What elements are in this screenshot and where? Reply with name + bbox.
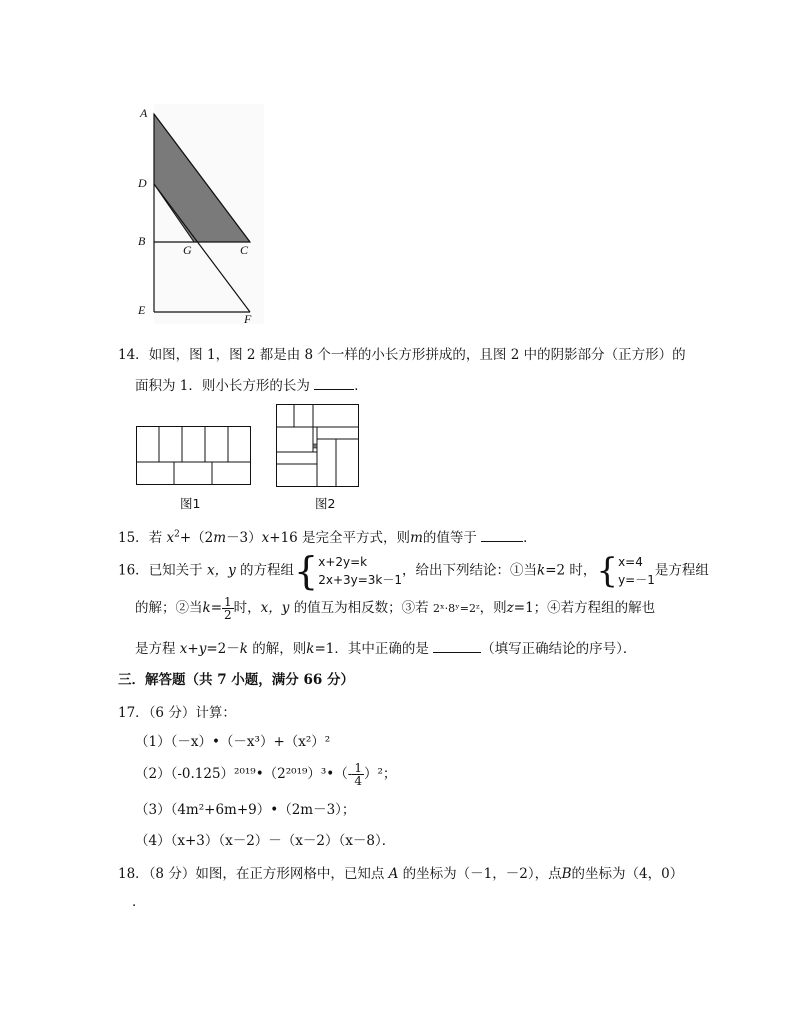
answer-blank[interactable] [481, 529, 523, 542]
text: 若 [148, 530, 163, 546]
text: 是方程 [135, 641, 176, 657]
equation-system [318, 553, 402, 589]
label-F: F [244, 312, 252, 326]
question-17 [118, 701, 236, 721]
denominator: 4 [354, 774, 362, 788]
label-G: G [183, 243, 192, 257]
answer-blank[interactable] [314, 377, 354, 390]
question-text: （6 分）计算： [148, 705, 236, 721]
question-16-line2 [135, 596, 655, 621]
numerator: 1 [354, 761, 362, 775]
var: m [410, 530, 423, 546]
question-16-line3 [135, 637, 636, 657]
point-label: A [388, 866, 399, 882]
var: z [506, 600, 514, 616]
var: k [537, 562, 546, 579]
figure-2-rectangles [276, 404, 360, 488]
answer-blank[interactable] [433, 640, 481, 653]
text: 的方程组 [240, 562, 295, 579]
text: －3） [226, 530, 262, 546]
text: =2 时， [545, 562, 597, 579]
text: = [210, 600, 222, 616]
q17-item-3: （3）（4m²+6m+9）•（2m－3）； [135, 802, 356, 818]
label-E: E [138, 303, 146, 317]
question-number: 17． [118, 705, 149, 721]
question-text: 面积为 1．则小长方形的长为 [135, 378, 310, 394]
question-text: 的坐标为（4，0） [571, 866, 684, 882]
text: 是方程组 [654, 562, 709, 579]
question-number: 15． [118, 530, 149, 546]
question-number: 14． [118, 347, 149, 363]
equation-2: 2x+3y=3k－1 [318, 573, 403, 587]
var: k [202, 600, 211, 616]
q17-item-1: （1）（－x）•（－x³）+（x²）² [135, 734, 331, 750]
left-brace: { [294, 549, 319, 593]
punct: ． [354, 378, 368, 394]
text: 的值等于 [422, 530, 477, 546]
text: ，则 [479, 600, 507, 616]
solution-y: y=－1 [618, 573, 655, 587]
figure-1-rectangles [136, 426, 252, 486]
text: 时， [233, 600, 261, 616]
section-heading: 三．解答题（共 7 小题，满分 66 分） [118, 672, 354, 688]
power-expression: 2ˣ·8ʸ=2ᶻ [432, 602, 480, 615]
punct: ． [523, 530, 537, 546]
text: ，给出下列结论：①当 [402, 562, 538, 579]
text: 已知关于 [148, 562, 203, 579]
solution-x: x=4 [618, 555, 643, 569]
question-18 [118, 862, 683, 882]
var: x+y [179, 641, 207, 657]
var: x，y [260, 600, 290, 616]
var: x，y [206, 562, 236, 579]
fraction-one-half [222, 596, 234, 621]
label-A: A [140, 106, 148, 120]
question-text: 如图，图 1，图 2 都是由 8 个一样的小长方形拼成的，且图 2 中的阴影部分（正方形）的 [148, 347, 686, 363]
text: （填写正确结论的序号）． [481, 641, 637, 657]
label-C: C [240, 243, 249, 257]
text: =1；④若方程组的解也 [513, 600, 656, 616]
question-text: （8 分）如图，在正方形网格中，已知点 [148, 866, 385, 882]
exponent: 2 [174, 529, 180, 540]
text: 的解；②当 [135, 600, 203, 616]
question-14-line1 [118, 343, 686, 363]
point-label: B [561, 866, 572, 882]
numerator: 1 [224, 595, 232, 609]
item-text: ）²； [363, 766, 397, 782]
equation-1: x+2y=k [318, 555, 368, 569]
denominator: 2 [224, 608, 232, 622]
q17-item-2 [135, 762, 396, 787]
var: x [166, 530, 175, 546]
label-D: D [138, 176, 147, 190]
item-text: （2）（-0.125）²⁰¹⁹•（2²⁰¹⁹）³•（- [135, 766, 353, 782]
figure-1-caption: 图1 [180, 496, 201, 511]
text: =2－ [206, 641, 240, 657]
figure-2-caption: 图2 [315, 496, 336, 511]
text: +（2 [179, 530, 214, 546]
question-18-continuation: ． [132, 894, 146, 910]
text: =1．其中正确的是 [314, 641, 429, 657]
question-14-line2 [135, 374, 368, 394]
text: +16 是完全平方式，则 [269, 530, 411, 546]
text: 的解，则 [252, 641, 307, 657]
question-15 [118, 526, 537, 546]
geometry-figure-13 [130, 100, 270, 330]
var: k [306, 641, 315, 657]
q17-item-4: （4）（x+3）（x－2）－（x－2）（x－8）． [135, 833, 396, 849]
var: k [239, 641, 248, 657]
fraction-one-quarter [352, 762, 364, 787]
question-number: 18． [118, 866, 149, 882]
var: x [261, 530, 270, 546]
question-number: 16． [118, 562, 149, 579]
label-B: B [138, 234, 146, 248]
solution-system [618, 553, 655, 589]
left-brace: { [596, 551, 619, 591]
var: m [213, 530, 227, 546]
text: 的值互为相反数；③若 [293, 600, 429, 616]
question-text: 的坐标为（－1，－2），点 [402, 866, 562, 882]
question-16-line1 [118, 549, 709, 593]
